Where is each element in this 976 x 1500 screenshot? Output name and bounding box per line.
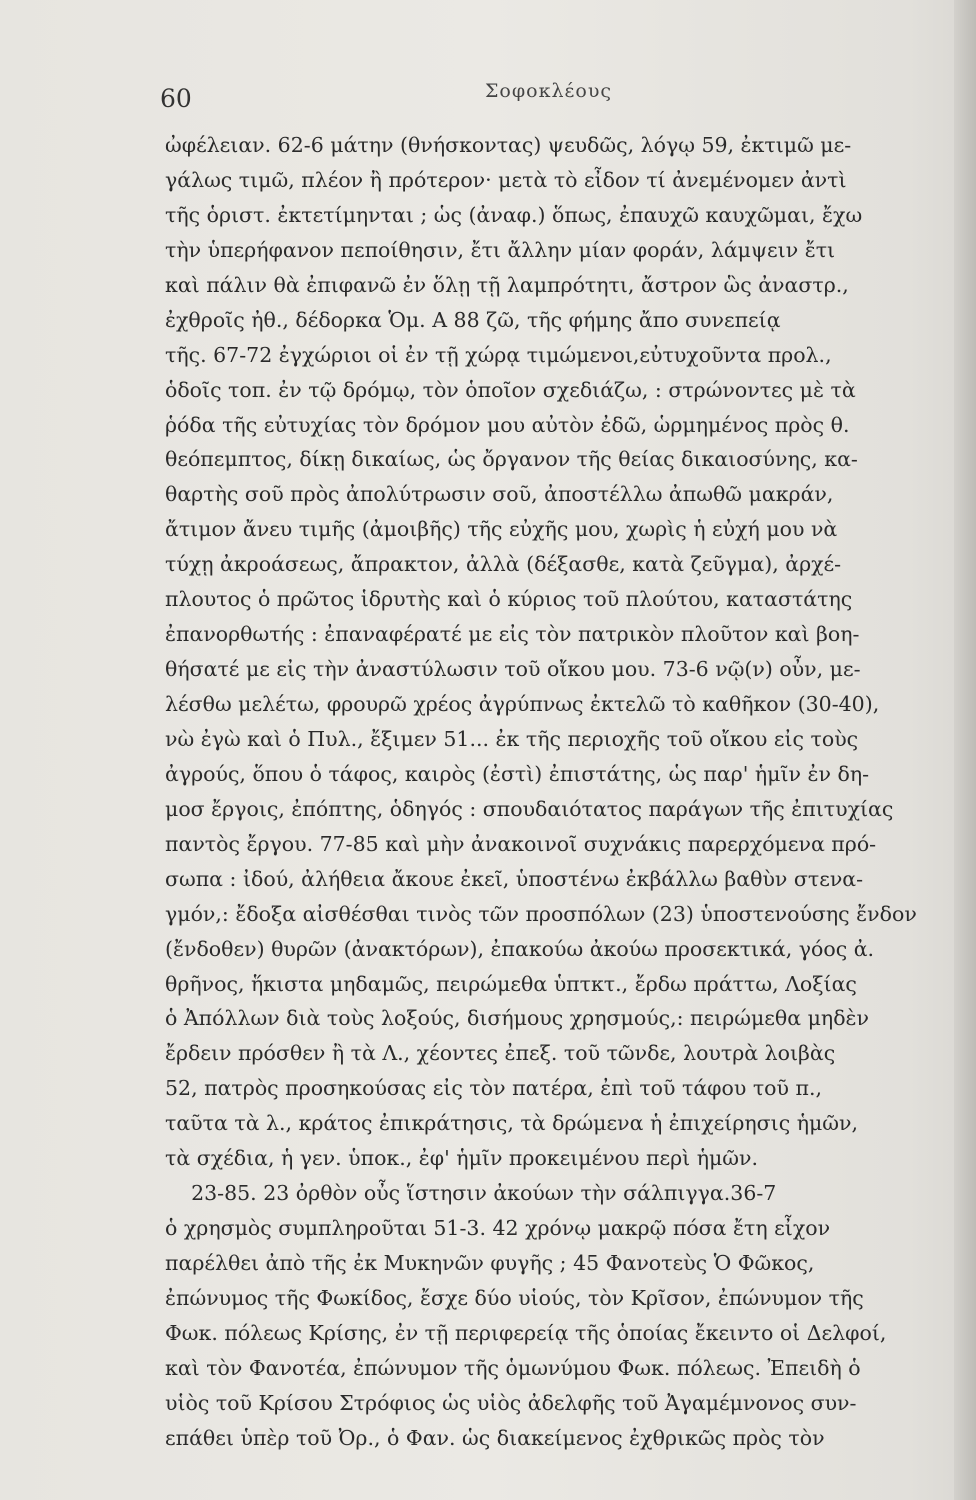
text-line: Φωκ. πόλεως Κρίσης, ἐν τῇ περιφερείᾳ τῆς ὁποίας ἔκειντο οἱ Δελφοί,: [165, 1320, 887, 1345]
text-line: ταῦτα τὰ λ., κράτος ἐπικράτησις, τὰ δρώμενα ἡ ἐπιχείρησις ἡμῶν,: [165, 1111, 858, 1136]
text-line: τῆς. 67-72 ἐγχώριοι οἱ ἐν τῇ χώρᾳ τιμώμενοι,εὐτυχοῦντα προλ.,: [165, 342, 832, 367]
text-line: ἀγρούς, ὅπου ὁ τάφος, καιρὸς (ἐστὶ) ἐπιστάτης, ὡς παρ' ἡμῖν ἐν δη-: [165, 761, 870, 786]
text-line: 52, πατρὸς προσηκούσας εἰς τὸν πατέρα, ἐπὶ τοῦ τάφου τοῦ π.,: [165, 1076, 823, 1101]
text-line: ὁ Ἀπόλλων διὰ τοὺς λοξούς, δισήμους χρησμούς,: πειρώμεθα μηδὲν: [165, 1006, 870, 1031]
text-line: ἔρδειν πρόσθεν ἢ τὰ Λ., χέοντες ἐπεξ. τοῦ τῶνδε, λουτρὰ λοιβὰς: [165, 1041, 836, 1066]
text-line: ὠφέλειαν. 62-6 μάτην (θνήσκοντας) ψευδῶς, λόγῳ 59, ἐκτιμῶ με-: [165, 133, 852, 157]
text-line: τὴν ὑπερήφανον πεποίθησιν, ἔτι ἄλλην μίαν φοράν, λάμψειν ἔτι: [165, 237, 836, 262]
text-line: σωπα : ἰδού, ἀλήθεια ἄκουε ἐκεῖ, ὑποστένω ἐκβάλλω βαθὺν στενα-: [165, 866, 864, 891]
text-line: ἐπώνυμος τῆς Φωκίδος, ἔσχε δύο υἱούς, τὸν Κρῖσον, ἐπώνυμον τῆς: [165, 1285, 864, 1310]
text-line: επάθει ὑπὲρ τοῦ Ὀρ., ὁ Φαν. ὡς διακείμενος ἐχθρικῶς πρὸς τὸν: [165, 1425, 825, 1450]
text-line: πλουτος ὁ πρῶτος ἱδρυτὴς καὶ ὁ κύριος τοῦ πλούτου, καταστάτης: [165, 587, 853, 612]
text-line: θεόπεμπτος, δίκῃ δικαίως, ὡς ὄργανον τῆς θείας δικαιοσύνης, κα-: [165, 447, 858, 472]
text-line: θήσατέ με εἰς τὴν ἀναστύλωσιν τοῦ οἴκου μου. 73-6 νῷ(ν) οὖν, με-: [165, 657, 861, 682]
text-line: (ἔνδοθεν) θυρῶν (ἀνακτόρων), ἐπακούω ἀκούω προσεκτικά, γόος ἀ.: [165, 936, 875, 961]
page-header: [0, 78, 976, 113]
page-edge: [954, 0, 976, 1500]
text-line: θαρτὴς σοῦ πρὸς ἀπολύτρωσιν σοῦ, ἀποστέλλω ἀπωθῶ μακράν,: [165, 482, 834, 507]
text-line: θρῆνος, ἥκιστα μηδαμῶς, πειρώμεθα ὑπτκτ., ἔρδω πράττω, Λοξίας: [165, 971, 857, 996]
text-line: ἐπανορθωτής : ἐπαναφέρατέ με εἰς τὸν πατρικὸν πλοῦτον καὶ βοη-: [165, 622, 860, 647]
text-line: γάλως τιμῶ, πλέον ἢ πρότερον· μετὰ τὸ εἶδον τί ἀνεμένομεν ἀντὶ: [165, 167, 847, 192]
text-line: παρέλθει ἀπὸ τῆς ἐκ Μυκηνῶν φυγῆς ; 45 Φανοτεὺς Ὁ Φῶκος,: [165, 1251, 815, 1275]
page-number: 60: [160, 84, 192, 113]
section-heading-line: 23-85. 23 ὀρθὸν οὖς ἵστησιν ἀκούων τὴν σάλπιγγα.36-7: [165, 1181, 777, 1206]
text-line: μοσ ἔργοις, ἐπόπτης, ὁδηγός : σπουδαιότατος παράγων τῆς ἐπιτυχίας: [165, 796, 894, 821]
text-line: ὁ χρησμὸς συμπληροῦται 51-3. 42 χρόνῳ μακρῷ πόσα ἔτη εἶχον: [165, 1216, 831, 1241]
text-line: λέσθω μελέτω, φρουρῶ χρέος ἀγρύπνως ἐκτελῶ τὸ καθῆκον (30-40),: [165, 692, 880, 716]
text-line: γμόν,: ἔδοξα αἰσθέσθαι τινὸς τῶν προσπόλων (23) ὑποστενούσης ἔνδον: [165, 901, 917, 926]
text-line: υἱὸς τοῦ Κρίσου Στρόφιος ὡς υἱὸς ἀδελφῆς τοῦ Ἀγαμέμνονος συν-: [165, 1390, 857, 1415]
text-line: τὰ σχέδια, ἡ γεν. ὑποκ., ἐφ' ἡμῖν προκειμένου περὶ ἡμῶν.: [165, 1146, 758, 1171]
text-line: τύχῃ ἀκροάσεως, ἄπρακτον, ἀλλὰ (δέξασθε, κατὰ ζεῦγμα), ἀρχέ-: [165, 552, 842, 577]
text-line: ὁδοῖς τοπ. ἐν τῷ δρόμῳ, τὸν ὁποῖον σχεδιάζω, : στρώνοντες μὲ τὰ: [165, 377, 856, 402]
text-line: παντὸς ἔργου. 77-85 καὶ μὴν ἀνακοινοῖ συχνάκις παρερχόμενα πρό-: [165, 831, 877, 856]
running-head: Σοφοκλέους: [485, 80, 613, 102]
commentary-text: [165, 128, 945, 1456]
text-line: ἐχθροῖς ἠθ., δέδορκα Ὁμ. Α 88 ζῶ, τῆς φήμης ἄπο συνεπείᾳ: [165, 307, 781, 332]
text-line: καὶ τὸν Φανοτέα, ἐπώνυμον τῆς ὁμωνύμου Φωκ. πόλεως. Ἐπειδὴ ὁ: [165, 1355, 861, 1380]
text-line: καὶ πάλιν θὰ ἐπιφανῶ ἐν ὅλῃ τῇ λαμπρότητι, ἄστρον ὣς ἀναστρ.,: [165, 272, 849, 297]
text-line: ἄτιμον ἄνευ τιμῆς (ἀμοιβῆς) τῆς εὐχῆς μου, χωρὶς ἡ εὐχή μου νὰ: [165, 517, 838, 542]
text-line: νὼ ἐγὼ καὶ ὁ Πυλ., ἔξιμεν 51... ἐκ τῆς περιοχῆς τοῦ οἴκου εἰς τοὺς: [165, 726, 859, 751]
text-line: ῥόδα τῆς εὐτυχίας τὸν δρόμον μου αὐτὸν ἐδῶ, ὡρμημένος πρὸς θ.: [165, 412, 850, 437]
text-line: τῆς ὁριστ. ἐκτετίμηνται ; ὡς (ἀναφ.) ὅπως, ἐπαυχῶ καυχῶμαι, ἔχω: [165, 202, 863, 227]
